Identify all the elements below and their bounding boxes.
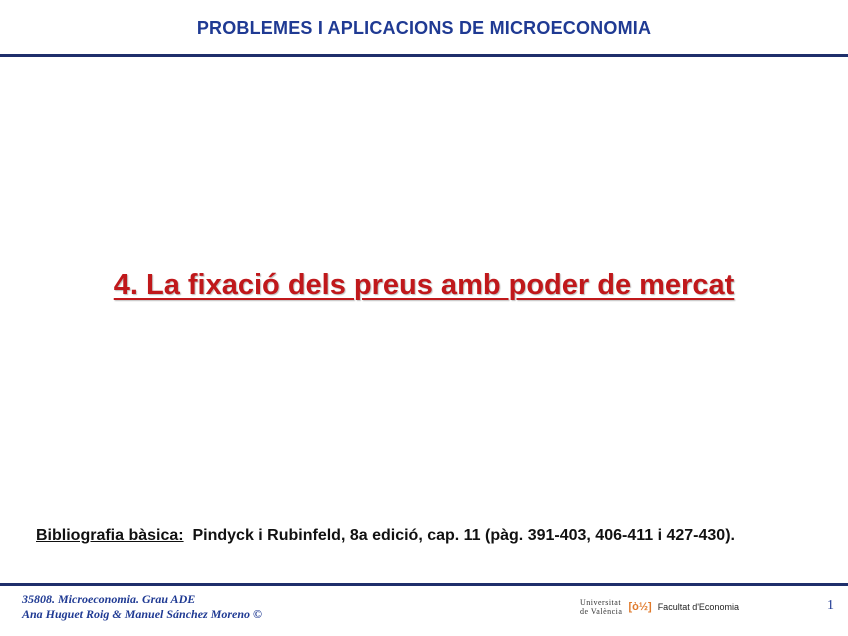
page-number: 1: [827, 598, 834, 613]
slide-header: [0, 0, 848, 56]
header-divider: [0, 54, 848, 57]
authors: Ana Huguet Roig & Manuel Sánchez Moreno ©: [22, 607, 263, 621]
bibliography-label: Bibliografia bàsica:: [36, 527, 184, 544]
course-code: 35808. Microeconomia. Grau ADE: [22, 592, 196, 606]
university-name-line1: Universitat: [580, 598, 622, 607]
footer-divider: [0, 583, 848, 586]
course-title: PROBLEMES I APLICACIONS DE MICROECONOMIA: [196, 18, 652, 38]
slide-title: 4. La fixació dels preus amb poder de mercat: [113, 269, 735, 301]
university-emblem-icon: [ὸ½]: [628, 601, 652, 613]
bibliography: [36, 524, 816, 547]
university-name-line2: de València: [580, 607, 623, 616]
footer-credits: [22, 592, 262, 622]
bibliography-text: Pindyck i Rubinfeld, 8a edició, cap. 11 (pàg. 391-403, 406-411 i 427-430).: [192, 527, 735, 544]
university-logo: [580, 596, 739, 618]
faculty-name: Facultat d'Economia: [657, 602, 739, 612]
university-name: [580, 598, 622, 616]
